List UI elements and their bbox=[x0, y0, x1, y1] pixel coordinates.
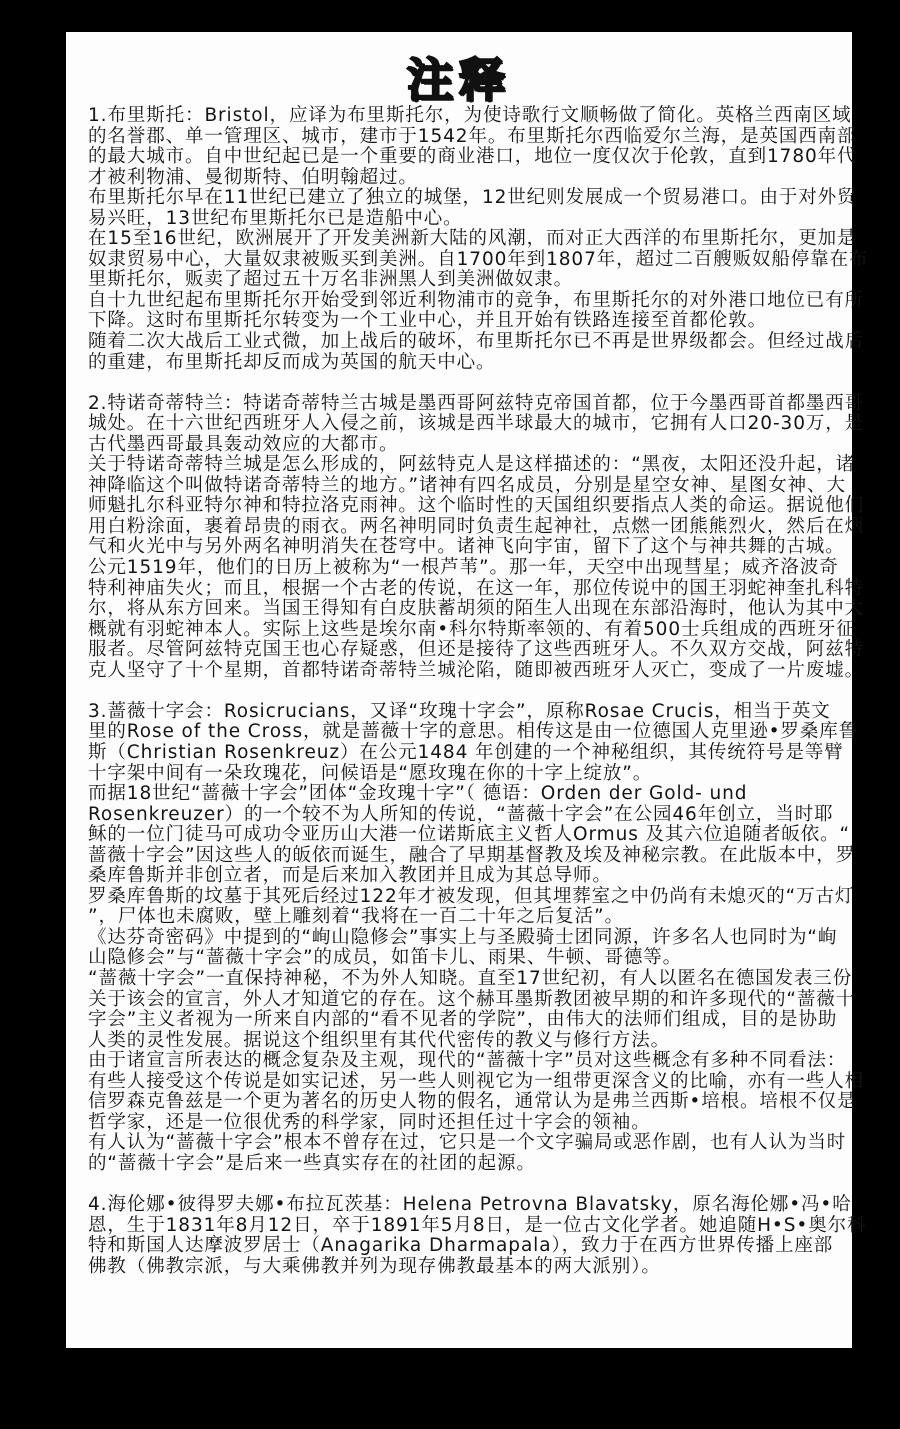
text-line: 信罗森克鲁兹是一个更为著名的历史人物的假名，通常认为是弗兰西斯•培根。培根不仅是 bbox=[88, 1091, 857, 1113]
text-line: 克人坚守了十个星期，首都特诺奇蒂特兰城沦陷，随即被西班牙人灭亡，变成了一片废墟。 bbox=[88, 659, 865, 681]
text-line: 蔷薇十字会”因这些人的皈依而诞生，融合了早期基督教及埃及神秘宗教。在此版本中，罗 bbox=[88, 844, 856, 866]
text-line: “蔷薇十字会”一直保持神秘，不为外人知晓。直至17世纪初，有人以匿名在德国发表三份 bbox=[88, 967, 853, 989]
annotation-note-3 bbox=[88, 700, 865, 1175]
text-line: 关于该会的宣言，外人才知道它的存在。这个赫耳墨斯教团被早期的和许多现代的“蔷薇十 bbox=[88, 988, 856, 1010]
text-line: 公元1519年，他们的日历上被称为“一根芦苇”。那一年，天空中出现彗星；威齐洛波奇 bbox=[88, 557, 839, 579]
text-line: 罗桑库鲁斯的坟墓于其死后经过122年才被发现，但其埋葬室之中仍尚有未熄灭的“万古灯 bbox=[88, 885, 855, 907]
text-line: ”，尸体也未腐败，壁上雕刻着“我将在一百二十年之后复活”。 bbox=[88, 906, 624, 928]
text-line: 恩，生于1831年8月12日，卒于1891年5月8日，是一位古文化学者。她追随H•S•奥尔科 bbox=[88, 1214, 867, 1236]
page-title: 注释 bbox=[407, 53, 511, 107]
text-line: 特和斯国人达摩波罗居士（Anagarika Dharmapala），致力于在西方世界传播上座部 bbox=[88, 1235, 834, 1257]
text-line: 字会”主义者视为一所来自内部的“看不见者的学院”，由伟大的法师们组成，目的是协助 bbox=[88, 1009, 838, 1031]
text-line: Rosenkreuzer）的一个较不为人所知的传说，“蔷薇十字会”在公园46年创立，当时耶 bbox=[88, 803, 834, 825]
text-line: 桑库鲁斯并非创立者，而是后来加入教团并且成为其总导师。 bbox=[88, 865, 612, 887]
text-line: 山隐修会”与“蔷薇十字会”的成员，如笛卡儿、雨果、牛顿、哥德等。 bbox=[88, 947, 683, 969]
text-line: 尔，将从东方回来。当国王得知有白皮肤蓄胡须的陌生人出现在东部沿海时，他认为其中大 bbox=[88, 598, 865, 620]
text-line: 在15至16世纪，欧洲展开了开发美洲新大陆的风潮，而对正大西洋的布里斯托尔，更加是 bbox=[88, 228, 857, 250]
text-line: 师魁扎尔科亚特尔神和特拉洛克雨神。这个临时性的天国组织要指点人类的命运。据说他们 bbox=[88, 495, 865, 517]
text-line: 有些人接受这个传说是如实记述，另一些人则视它为一组带更深含义的比喻，亦有一些人相 bbox=[88, 1070, 865, 1092]
annotation-note-4 bbox=[88, 1193, 867, 1277]
text-line: 里的Rose of the Cross，就是蔷薇十字的意思。相传这是由一位德国人克里逊•罗桑库鲁 bbox=[88, 721, 859, 743]
text-line: 的重建，布里斯托却反而成为英国的航天中心。 bbox=[88, 351, 496, 373]
text-line: 的名誉郡、单一管理区、城市，建市于1542年。布里斯托尔西临爱尔兰海，是英国西南部 bbox=[88, 125, 857, 147]
section-spacer bbox=[88, 373, 838, 394]
text-line: 佛教（佛教宗派，与大乘佛教并列为现存佛教最基本的两大派别）。 bbox=[88, 1255, 661, 1277]
text-line: 神降临这个叫做特诺奇蒂特兰的地方。”诸神有四名成员，分别是星空女神、星图女神、大 bbox=[88, 474, 846, 496]
text-line: 稣的一位门徒马可成功令亚历山大港一位诺斯底主义哲人Ormus 及其六位追随者皈依。“ bbox=[88, 824, 850, 846]
text-line: 城处。在十六世纪西班牙人入侵之前，该城是西半球最大的城市，它拥有人口20-30万，是 bbox=[88, 413, 865, 435]
text-line: 用白粉涂面，裹着昂贵的雨衣。两名神明同时负责生起神社，点燃一团熊熊烈火，然后在烟 bbox=[88, 515, 865, 537]
text-line: 1.布里斯托：Bristol，应译为布里斯托尔，为使诗歌行文顺畅做了简化。英格兰西南区域 bbox=[88, 105, 852, 126]
text-line: 4.海伦娜•彼得罗夫娜•布拉瓦茨基：Helena Petrovna Blavatsky，原名海伦娜•冯•哈 bbox=[88, 1193, 852, 1215]
text-line: 而据18世纪“蔷薇十字会”团体“金玫瑰十字”（ 德语：Orden der Gold- und bbox=[88, 783, 748, 805]
section-spacer bbox=[88, 1174, 838, 1195]
text-line: 自十九世纪起布里斯托尔开始受到邻近利物浦市的竞争，布里斯托尔的对外港口地位已有所 bbox=[88, 289, 865, 311]
text-line: 奴隶贸易中心，大量奴隶被贩买到美洲。自1700年到1807年，超过二百艘贩奴船停靠在布 bbox=[88, 248, 869, 270]
text-line: 易兴旺，13世纪布里斯托尔已是造船中心。 bbox=[88, 207, 463, 229]
annotation-body bbox=[88, 105, 869, 1277]
text-line: 由于诸宣言所表达的概念复杂及主观，现代的“蔷薇十字”员对这些概念有多种不同看法： bbox=[88, 1050, 847, 1072]
text-line: 人类的灵性发展。据说这个组织里有其代代密传的教义与修行方法。 bbox=[88, 1029, 671, 1051]
text-line: 随着二次大战后工业式微，加上战后的破坏，布里斯托尔已不再是世界级都会。但经过战后 bbox=[88, 331, 865, 353]
text-line: 斯（Christian Rosenkreuz）在公元1484 年创建的一个神秘组织，其传统符号是等臂 bbox=[88, 741, 844, 763]
text-line: 里斯托尔，贩卖了超过五十万名非洲黑人到美洲做奴隶。 bbox=[88, 269, 574, 291]
text-line: 2.特诺奇蒂特兰：特诺奇蒂特兰古城是墨西哥阿兹特克帝国首都，位于今墨西哥首都墨西哥 bbox=[88, 392, 865, 414]
text-line: 服者。尽管阿兹特克国王也心存疑惑，但还是接待了这些西班牙人。不久双方交战，阿兹特 bbox=[88, 639, 865, 661]
text-line: 气和火光中与另外两名神明消失在苍穹中。诸神飞向宇宙，留下了这个与神共舞的古城。 bbox=[88, 536, 845, 558]
annotation-note-1 bbox=[88, 105, 869, 373]
annotation-page bbox=[66, 32, 869, 1348]
text-line: 有人认为“蔷薇十字会”根本不曾存在过，它只是一个文字骗局或恶作剧，也有人认为当时 bbox=[88, 1132, 847, 1154]
text-line: 关于特诺奇蒂特兰城是怎么形成的，阿兹特克人是这样描述的：“黑夜，太阳还没升起，诸 bbox=[88, 454, 856, 476]
annotation-note-2 bbox=[88, 392, 865, 682]
text-line: 特利神庙失火；而且，根据一个古老的传说，在这一年，那位传说中的国王羽蛇神奎扎科特 bbox=[88, 577, 865, 599]
text-line: 古代墨西哥最具轰动效应的大都市。 bbox=[88, 433, 399, 455]
section-spacer bbox=[88, 681, 838, 702]
text-line: 十字架中间有一朵玫瑰花，问候语是“愿玫瑰在你的十字上绽放”。 bbox=[88, 762, 653, 784]
text-line: 3.蔷薇十字会：Rosicrucians，又译“玫瑰十字会”，原称Rosae Crucis，相当于英文 bbox=[88, 700, 831, 722]
text-line: 的最大城市。自中世纪起已是一个重要的商业港口，地位一度仅次于伦敦，直到1780年代 bbox=[88, 146, 857, 168]
text-line: 《达芬奇密码》中提到的“峋山隐修会”事实上与圣殿骑士团同源，许多名人也同时为“峋 bbox=[88, 926, 838, 948]
text-line: 哲学家，还是一位很优秀的科学家，同时还担任过十字会的领袖。 bbox=[88, 1111, 651, 1133]
text-line: 才被利物浦、曼彻斯特、伯明翰超过。 bbox=[88, 166, 418, 188]
text-line: 概就有羽蛇神本人。实际上这些是埃尔南•科尔特斯率领的、有着500士兵组成的西班牙征 bbox=[88, 618, 856, 640]
text-line: 的“蔷薇十字会”是后来一些真实存在的社团的起源。 bbox=[88, 1152, 536, 1174]
text-line: 布里斯托尔早在11世纪已建立了独立的城堡，12世纪则发展成一个贸易港口。由于对外贸 bbox=[88, 187, 857, 209]
text-line: 下降。这时布里斯托尔转变为一个工业中心，并且开始有铁路连接至首都伦敦。 bbox=[88, 310, 768, 332]
